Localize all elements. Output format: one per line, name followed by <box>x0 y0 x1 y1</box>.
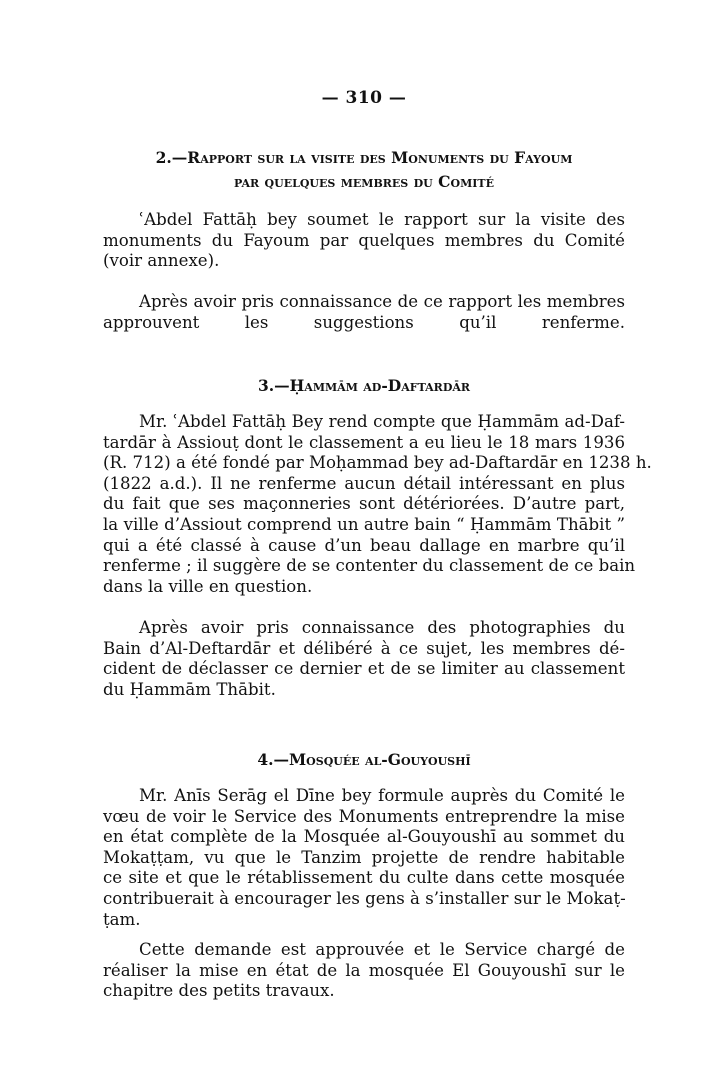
text-line: la ville d’Assiout comprend un autre bain “ Ḥammām Thābit ” <box>103 514 625 534</box>
text-line: Après avoir pris connaissance des photographies du <box>139 618 625 637</box>
section-2-heading-line-2: par quelques membres du Comité <box>234 172 494 191</box>
text-line: (R. 712) a été fondé par Moḥammad bey ad-Daftardār en 1238 h. <box>103 453 652 473</box>
section-4-paragraph-1 <box>103 786 625 930</box>
section-2-paragraph-2 <box>103 292 625 333</box>
text-line: réaliser la mise en état de la mosquée El Gouyoushī sur le <box>103 960 625 980</box>
section-3-paragraph-1 <box>103 412 652 597</box>
text-line: Bain d’Al-Deftardār et délibéré à ce sujet, les membres dé- <box>103 638 625 658</box>
text-line: cident de déclasser ce dernier et de se limiter au classement <box>103 659 625 679</box>
section-4-heading: 4.—Mosquée al-Gouyoushī <box>257 750 471 769</box>
text-line: Mr. ʿAbdel Fattāḥ Bey rend compte que Ḥammām ad-Daf- <box>139 412 625 431</box>
text-line: qui a été classé à cause d’un beau dallage en marbre qu’il <box>103 535 625 555</box>
text-line: Mr. Anīs Serāg el Dīne bey formule auprès du Comité le <box>139 786 625 805</box>
text-line: (1822 a.d.). Il ne renferme aucun détail intéressant en plus <box>103 473 625 493</box>
page-number: — 310 — <box>321 88 407 108</box>
text-line: tardār à Assiouṭ dont le classement a eu lieu le 18 mars 1936 <box>103 432 625 452</box>
text-line: (voir annexe). <box>103 251 220 271</box>
text-line: contribuerait à encourager les gens à s’installer sur le Mokaṭ- <box>103 888 626 908</box>
text-line: ce site et que le rétablissement du culte dans cette mosquée <box>103 868 625 888</box>
text-line: en état complète de la Mosquée al-Gouyoushī au sommet du <box>103 827 625 847</box>
text-line: vœu de voir le Service des Monuments entreprendre la mise <box>103 806 625 826</box>
text-line: du Ḥammām Thābit. <box>103 679 276 699</box>
section-2-paragraph-1 <box>103 210 625 272</box>
section-4-paragraph-2 <box>103 940 625 1002</box>
section-3-heading: 3.—Ḥammām ad-Daftardār <box>257 376 471 395</box>
section-3-paragraph-2 <box>103 618 625 700</box>
text-line: ṭam. <box>103 909 141 929</box>
text-line: du fait que ses maçonneries sont détériorées. D’autre part, <box>103 494 625 514</box>
text-line: Après avoir pris connaissance de ce rapport les membres <box>139 292 625 311</box>
text-line: renferme ; il suggère de se contenter du classement de ce bain <box>103 556 636 576</box>
text-line: chapitre des petits travaux. <box>103 981 335 1001</box>
text-line: Cette demande est approuvée et le Service chargé de <box>139 940 625 959</box>
section-2-heading-line-1: 2.—Rapport sur la visite des Monuments du Fayoum <box>155 148 573 167</box>
text-line: approuvent les suggestions qu’il renferme. <box>103 312 625 332</box>
text-line: dans la ville en question. <box>103 576 313 596</box>
text-line: Mokaṭṭam, vu que le Tanzim projette de rendre habitable <box>103 847 625 867</box>
text-line: ʿAbdel Fattāḥ bey soumet le rapport sur la visite des <box>139 210 625 229</box>
text-line: monuments du Fayoum par quelques membres du Comité <box>103 230 625 250</box>
